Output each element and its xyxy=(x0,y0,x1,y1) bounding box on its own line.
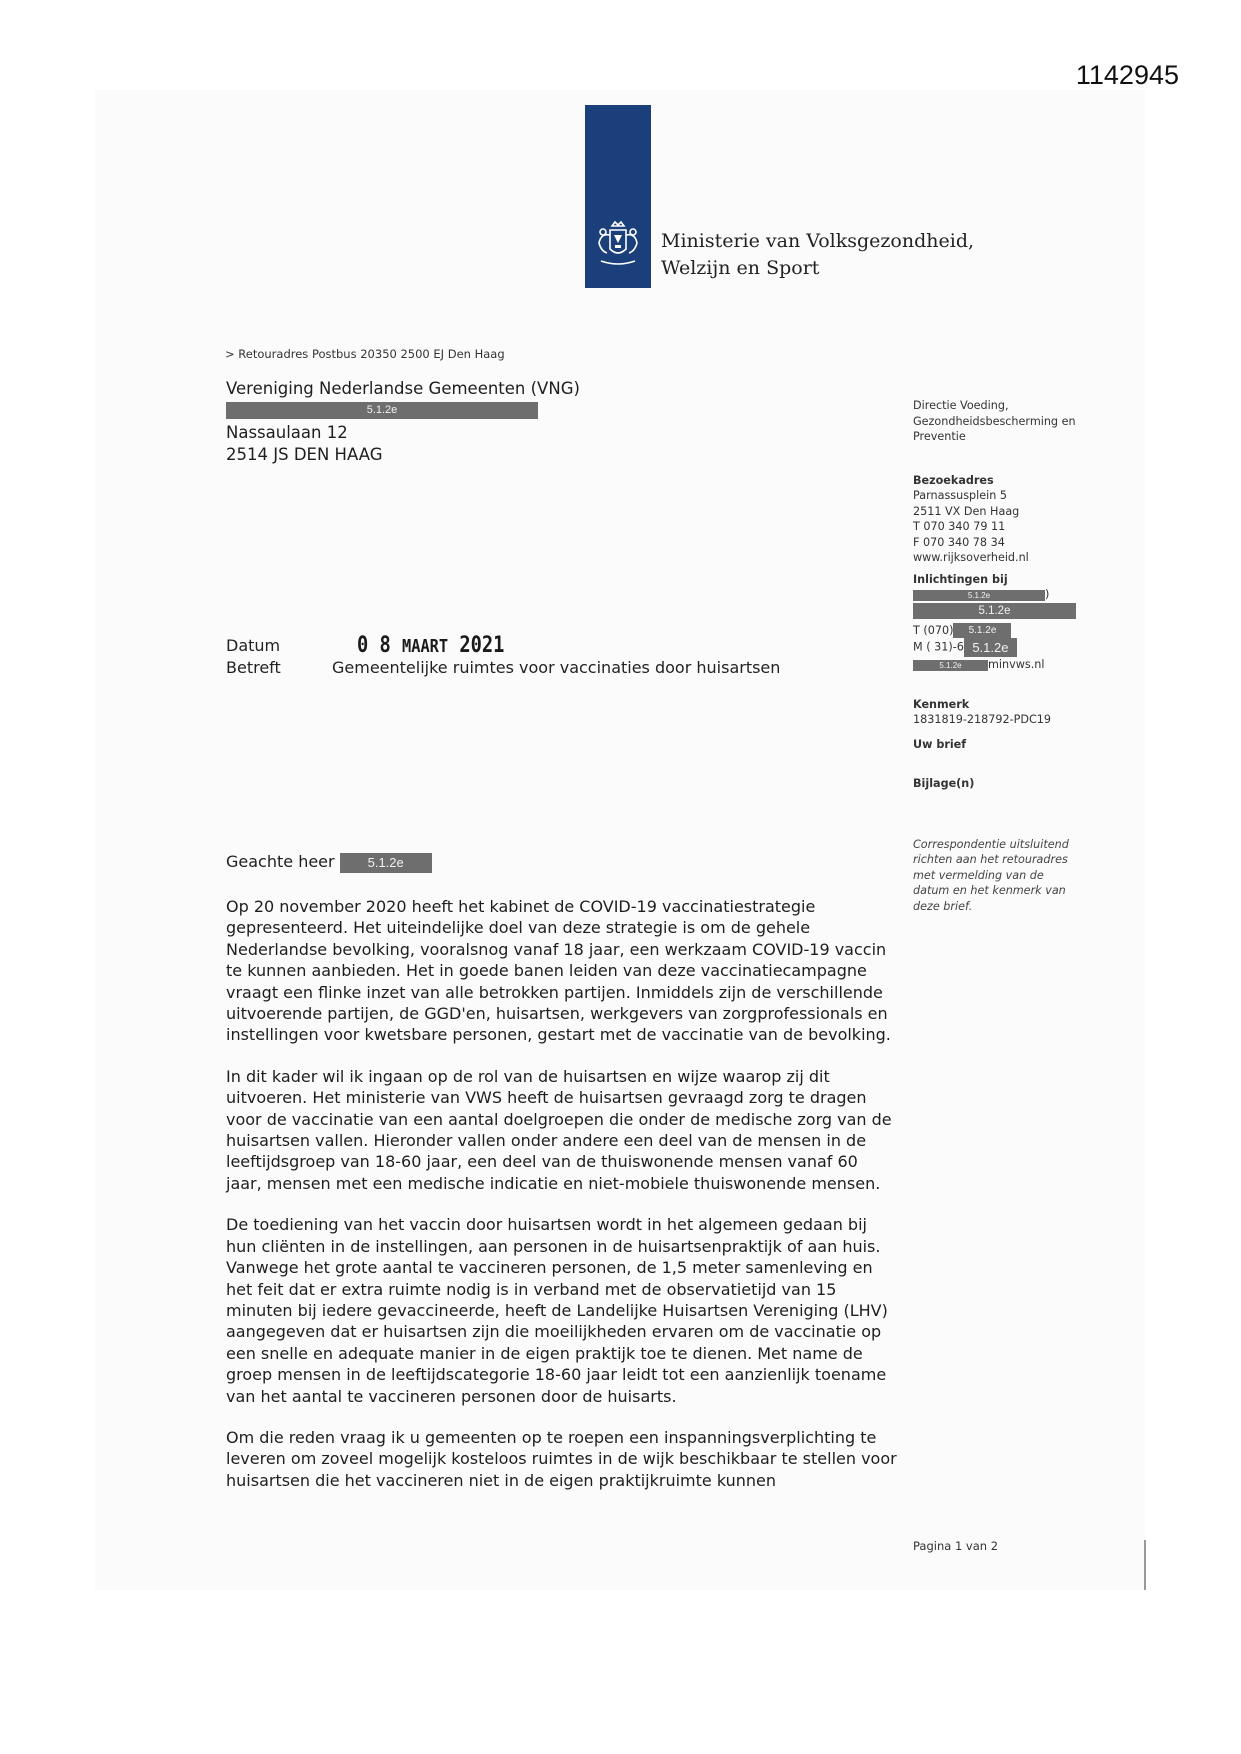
addressee-block xyxy=(226,378,580,466)
body-paragraph: In dit kader wil ik ingaan op de rol van de huisartsen en wijze waarop zij dit uitvoeren. Het ministerie van VWS heeft de huisartsen gevraagd zorg te dragen voor de vaccinatie van een aantal doelgroepen die onder de medische zorg van de huisartsen vallen. Hieronder vallen onder andere een deel van de mensen in de leeftijdsgroep van 18-60 jaar, een deel van de thuiswonende mensen vanaf 60 jaar, mensen met een medische indicatie en niet-mobiele thuiswonende mensen. xyxy=(226,1066,892,1193)
visit-address-line: F 070 340 78 34 xyxy=(913,535,1005,549)
visit-address-label: Bezoekadres xyxy=(913,473,994,487)
email-suffix: minvws.nl xyxy=(988,658,1045,671)
your-letter-label: Uw brief xyxy=(913,737,967,751)
body-paragraph: De toediening van het vaccin door huisartsen wordt in het algemeen gedaan bij hun cliënten in de instellingen, aan personen in de huisartsenpraktijk of aan huis. Vanwege het grote aantal te vaccineren personen, de 1,5 meter samenleving en het feit dat er extra ruimte nodig is in verband met de observatietijd van 15 minuten bij iedere gevaccineerde, heeft de Landelijke Huisartsen Vereniging (LHV) aangegeven dat er huisartsen zijn die moeilijkheden ervaren om de vaccinatie op een snelle en adequate manier in de eigen praktijk toe te dienen. Met name de groep mensen in de leeftijdscategorie 18-60 jaar leidt tot een aanzienlijk toename van het aantal te vaccineren personen door de huisarts. xyxy=(226,1215,888,1406)
date-month: MAART xyxy=(402,636,449,657)
redaction-bar: 5.1.2e xyxy=(913,590,1045,601)
redaction-bar: 5.1.2e xyxy=(913,660,988,671)
redaction-bar: 5.1.2e xyxy=(953,623,1011,638)
directorate-line: Preventie xyxy=(913,430,966,443)
redaction-bar: 5.1.2e xyxy=(964,638,1017,657)
return-address: > Retouradres Postbus 20350 2500 EJ Den Haag xyxy=(225,347,505,361)
redaction-bar: 5.1.2e xyxy=(226,402,538,419)
ministry-logo-bar xyxy=(585,105,651,288)
phone-m-prefix: M ( 31)-6 xyxy=(913,640,964,654)
ministry-line-2: Welzijn en Sport xyxy=(661,257,820,279)
phone-t-prefix: T (070) xyxy=(913,623,954,637)
paren-close: ) xyxy=(1045,588,1050,601)
scan-edge-divider xyxy=(1144,1540,1146,1590)
letter-body xyxy=(226,896,898,1511)
visit-address-line: 2511 VX Den Haag xyxy=(913,504,1020,518)
reference-label: Kenmerk xyxy=(913,697,970,711)
ministry-line-1: Ministerie van Volksgezondheid, xyxy=(661,230,975,252)
salutation-text: Geachte heer xyxy=(226,852,335,871)
redaction-bar: 5.1.2e xyxy=(913,603,1076,619)
directorate-line: Directie Voeding, xyxy=(913,399,1009,412)
date-year: 2021 xyxy=(459,633,505,658)
ministry-name xyxy=(661,228,974,282)
redaction-bar: 5.1.2e xyxy=(340,853,432,873)
attachments-label: Bijlage(n) xyxy=(913,777,975,790)
visit-address-line: Parnassusplein 5 xyxy=(913,489,1007,502)
date-row xyxy=(226,636,332,655)
subject-text: Gemeentelijke ruimtes voor vaccinaties door huisartsen xyxy=(332,658,781,677)
website-line: www.rijksoverheid.nl xyxy=(913,551,1029,564)
addressee-org: Vereniging Nederlandse Gemeenten (VNG) xyxy=(226,379,580,398)
date-stamp xyxy=(357,633,504,658)
reference-value: 1831819-218792-PDC19 xyxy=(913,713,1052,726)
date-label: Datum xyxy=(226,636,281,655)
body-paragraph: Op 20 november 2020 heeft het kabinet de COVID-19 vaccinatiestrategie gepresenteerd. Het uiteindelijke doel van deze strategie is om de gehele Nederlandse bevolking, vooralsnog vanaf 18 jaar, een werkzaam COVID-19 vaccin te kunnen aanbieden. Het in goede banen leiden van deze vaccinatiecampagne vraagt een flinke inzet van alle betrokken partijen. Inmiddels zijn de verschillende uitvoerende partijen, de GGD'en, huisartsen, werkgevers van zorgprofessionals en instellingen voor kwetsbare personen, gestart met de vaccinatie van de bevolking. xyxy=(226,897,891,1045)
subject-row xyxy=(226,658,780,677)
correspondence-note: Correspondentie uitsluitend richten aan het retouradres met vermelding van de datum en het kenmerk van deze brief. xyxy=(913,837,1069,913)
date-day: 0 8 xyxy=(357,633,391,658)
info-label: Inlichtingen bij xyxy=(913,572,1008,586)
visit-address-line: T 070 340 79 11 xyxy=(913,520,1006,533)
salutation xyxy=(226,852,432,873)
letter-sidebar xyxy=(913,398,1123,914)
rijksoverheid-coat-of-arms-icon xyxy=(591,217,645,271)
directorate-line: Gezondheidsbescherming en xyxy=(913,414,1076,428)
addressee-city: 2514 JS DEN HAAG xyxy=(226,445,383,464)
body-paragraph: Om die reden vraag ik u gemeenten op te roepen een inspanningsverplichting te leveren om zoveel mogelijk kosteloos ruimtes in de wijk beschikbaar te stellen voor huisartsen die het vaccineren niet in de eigen praktijkruimte kunnen xyxy=(226,1427,897,1490)
subject-label: Betreft xyxy=(226,658,281,677)
addressee-street: Nassaulaan 12 xyxy=(226,423,348,442)
document-id: 1142945 xyxy=(1075,60,1179,90)
page-number: Pagina 1 van 2 xyxy=(913,1539,999,1553)
